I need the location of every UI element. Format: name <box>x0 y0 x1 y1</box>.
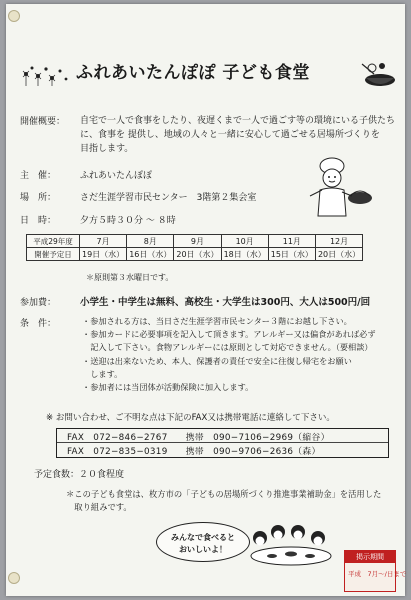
conditions-list <box>82 315 376 394</box>
time-label: 日 時： <box>20 216 57 226</box>
list-item: ・参加される方は、当日さだ生涯学習市民センター３階にお越し下さい。 <box>82 316 352 326</box>
schedule-note: ＊原則第３水曜日です。 <box>86 273 174 282</box>
bubble-line: みんなで食べると <box>171 533 235 542</box>
contact-heading: ※ お問い合わせ、ご不明な点は下記のFAX又は携帯電話に連絡して下さい。 <box>46 413 335 423</box>
children-eating-illustration <box>246 516 336 568</box>
month-cell: 11月 <box>268 235 315 248</box>
footnote-line: 取り組みです。 <box>66 502 132 512</box>
flyer-paper <box>6 4 405 596</box>
date-cell: 20日（水） <box>174 248 221 261</box>
pin <box>8 572 20 584</box>
date-cell: 20日（水） <box>315 248 362 261</box>
date-cell: 18日（水） <box>221 248 268 261</box>
page-title: ふれあいたんぽぽ 子ども食堂 <box>76 63 310 83</box>
fee-value: 小学生・中学生は無料、高校生・大学生は300円、大人は500円/回 <box>80 297 371 308</box>
title-row <box>6 52 405 92</box>
pin <box>8 10 20 22</box>
month-cell: 9月 <box>174 235 221 248</box>
list-item: ・参加カードに必要事項を記入して頂きます。アレルギー又は偏食があれば必ず <box>82 329 376 340</box>
schedule-row-label: 開催予定日 <box>27 248 80 261</box>
schedule-table <box>26 234 363 261</box>
food-bowl-icon <box>358 56 398 90</box>
month-cell: 7月 <box>80 235 127 248</box>
bubble-line: おいしいよ！ <box>179 545 227 554</box>
contact-line: FAX 072−835−0319 携帯 090−9706−2636（森） <box>67 447 321 457</box>
fee-label: 参加費： <box>20 298 57 308</box>
overview-line: 自宅で一人で食事をしたり、夜遅くまで一人で過ごす等の環境にいる子供たち <box>80 116 396 126</box>
conditions-label: 条 件： <box>20 319 57 329</box>
list-item: ・送迎は出来ないため、本人、保護者の責任で安全に往復し帰宅をお願い <box>82 355 352 366</box>
list-item: ・参加者には当団体が活動保険に加入します。 <box>82 382 254 393</box>
list-item: します。 <box>82 368 123 379</box>
organizer-value: ふれあいたんぽぽ <box>80 171 153 181</box>
overview-label: 開催概要： <box>20 117 66 127</box>
time-value: 夕方５時３０分 〜 ８時 <box>80 216 176 226</box>
list-item: 記入して下さい。食物アレルギーには原則として対応できません。（要相談） <box>82 342 373 353</box>
overview-line: に、食事を 提供し、地域の人々と一緒に安心して過ごせる居場所づくりを <box>80 130 380 140</box>
table-row <box>27 248 363 261</box>
month-cell: 8月 <box>127 235 174 248</box>
contact-box <box>56 428 389 458</box>
overview-text <box>80 114 398 156</box>
month-cell: 12月 <box>315 235 362 248</box>
date-cell: 15日（水） <box>268 248 315 261</box>
meals-count: 予定食数：２０食程度 <box>34 470 125 480</box>
posting-period-stamp <box>344 550 407 592</box>
date-cell: 19日（水） <box>80 248 127 261</box>
speech-bubble <box>156 522 250 562</box>
organizer-label: 主 催： <box>20 171 57 181</box>
date-cell: 16日（水） <box>127 248 174 261</box>
footnote-line: ＊この子ども食堂は、枚方市の「子どもの居場所づくり推進事業補助金」を活用した <box>66 489 382 499</box>
divider <box>57 442 388 443</box>
month-cell: 10月 <box>221 235 268 248</box>
chef-illustration <box>292 156 378 218</box>
table-row <box>27 235 363 248</box>
overview-line: 目指します。 <box>80 144 134 154</box>
stamp-head: 掲示期間 <box>345 551 395 563</box>
stamp-body: 平成 7月〜/日まで <box>348 570 407 578</box>
place-value: さだ生涯学習市民センター 3階第２集会室 <box>80 193 257 203</box>
schedule-header-label: 平成29年度 <box>27 235 80 248</box>
dandelion-decoration-icon <box>18 60 70 88</box>
footnote <box>66 488 381 514</box>
place-label: 場 所： <box>20 193 57 203</box>
contact-line: FAX 072−846−2767 携帯 090−7106−2969（縮谷） <box>67 433 330 443</box>
